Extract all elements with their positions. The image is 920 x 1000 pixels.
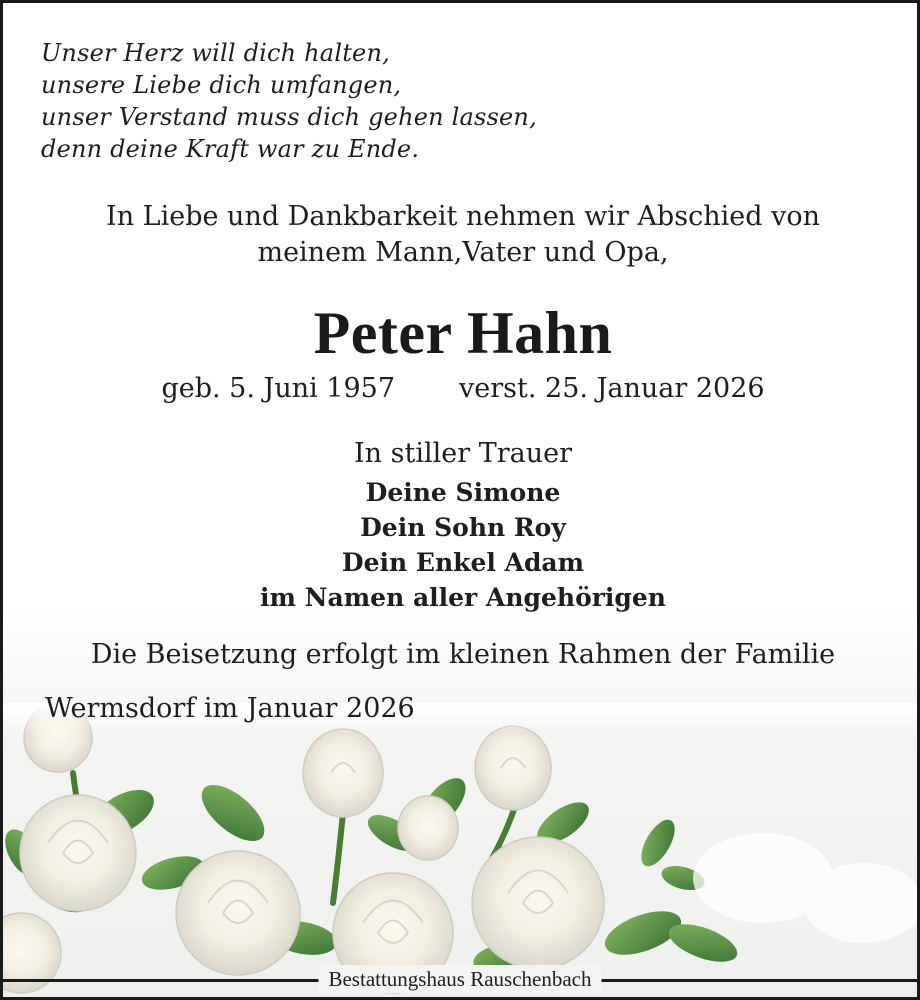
deceased-name: Peter Hahn xyxy=(313,300,613,366)
birth-date: geb. 5. Juni 1957 xyxy=(161,373,396,404)
death-date: verst. 25. Januar 2026 xyxy=(459,373,765,404)
mourner-name: Dein Enkel Adam xyxy=(341,548,585,577)
life-dates xyxy=(3,371,920,407)
poem-line: denn deine Kraft war zu Ende. xyxy=(41,135,420,163)
mourning-heading: In stiller Trauer xyxy=(353,438,572,469)
poem-line: unsere Liebe dich umfangen, xyxy=(41,71,402,99)
mourner-name: Deine Simone xyxy=(365,478,561,507)
mourners-list xyxy=(3,475,920,615)
place-and-date: Wermsdorf im Januar 2026 xyxy=(45,693,415,724)
intro-line: In Liebe und Dankbarkeit nehmen wir Abschied von xyxy=(106,201,820,232)
intro-line: meinem Mann,Vater und Opa, xyxy=(257,237,669,268)
funeral-home-name: Bestattungshaus Rauschenbach xyxy=(318,965,601,993)
mourner-name: Dein Sohn Roy xyxy=(360,513,566,542)
mourner-name: im Namen aller Angehörigen xyxy=(260,583,666,612)
poem-line: unser Verstand muss dich gehen lassen, xyxy=(41,103,537,131)
poem xyxy=(41,37,537,165)
poem-line: Unser Herz will dich halten, xyxy=(41,39,390,67)
footer xyxy=(3,963,917,997)
funeral-note: Die Beisetzung erfolgt im kleinen Rahmen der Familie xyxy=(90,639,836,670)
intro-text xyxy=(3,199,920,271)
white-roses-illustration xyxy=(3,703,917,997)
